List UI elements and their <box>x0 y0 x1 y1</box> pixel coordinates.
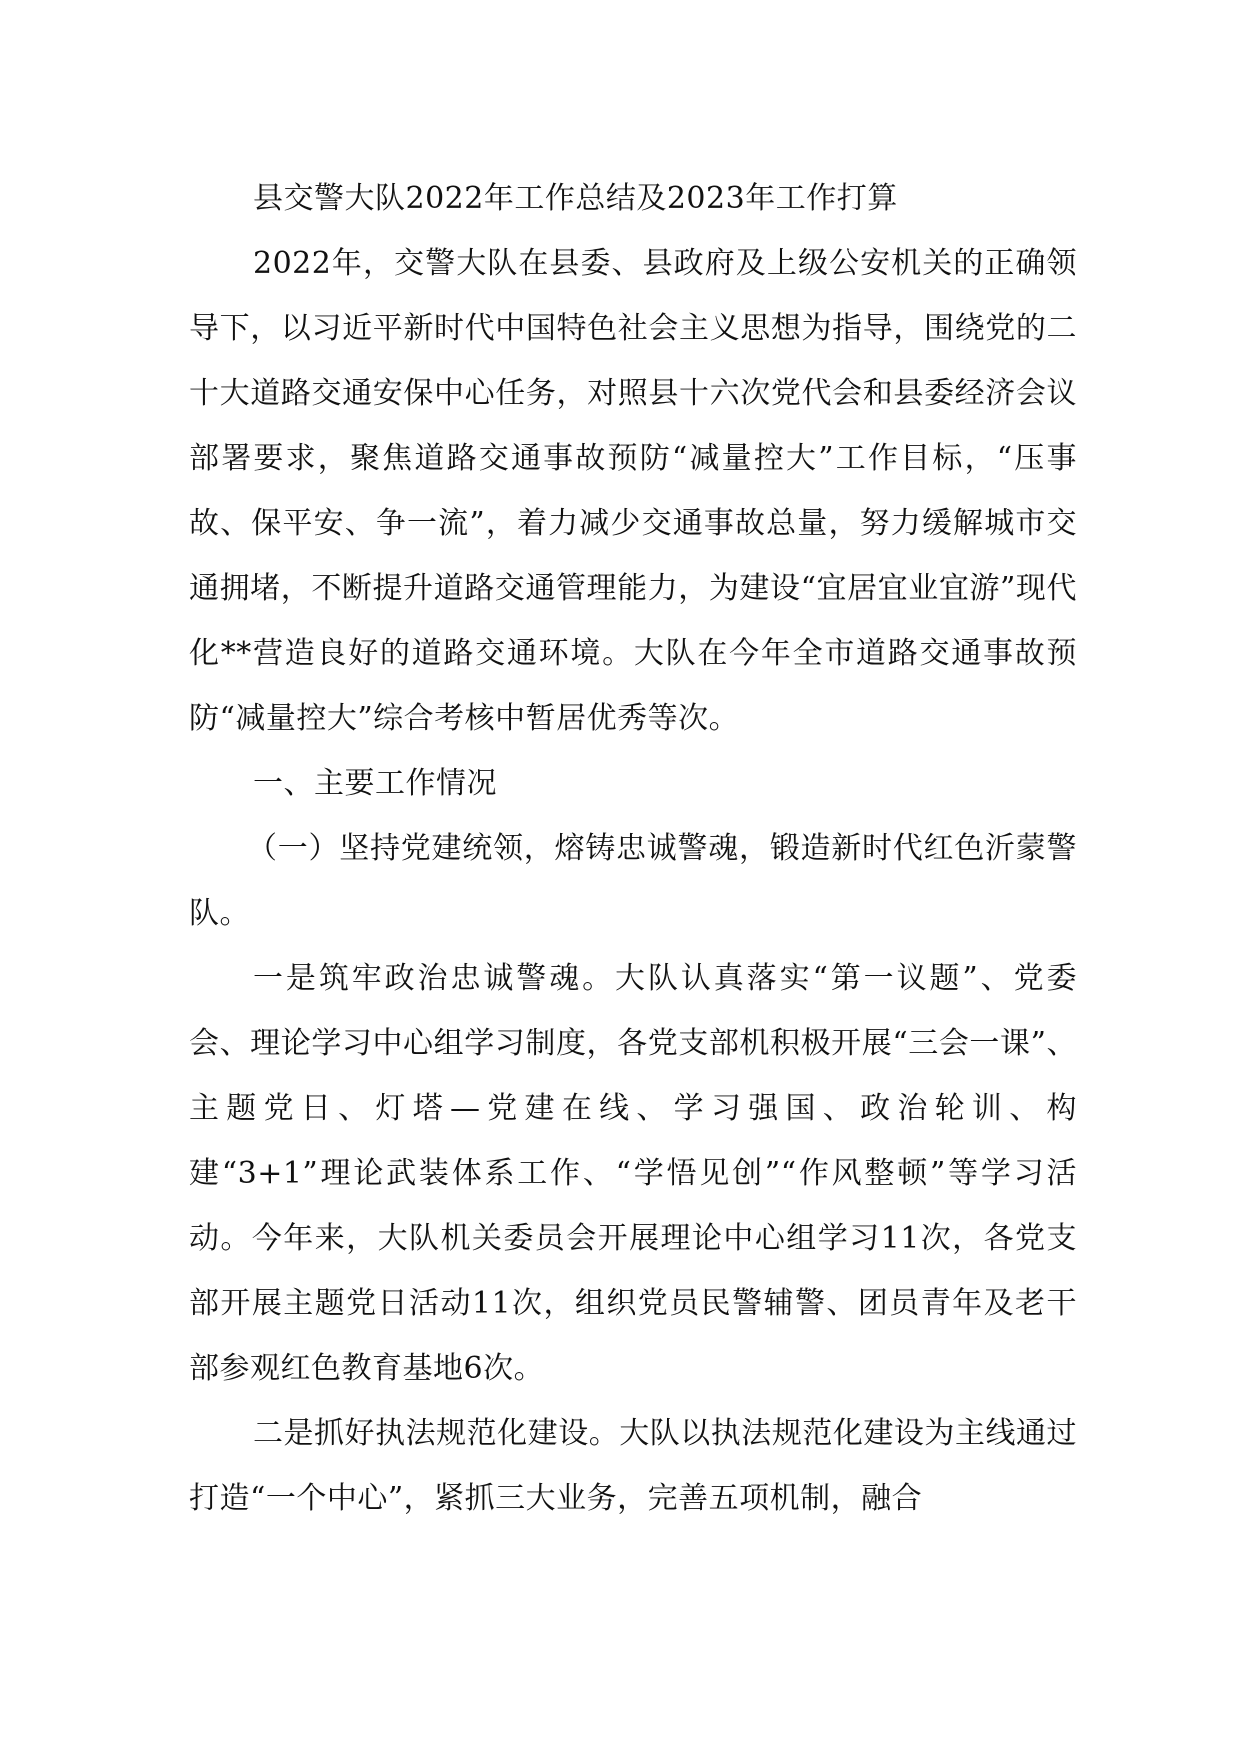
document-body <box>189 166 1077 1531</box>
document-title: 县交警大队2022年工作总结及2023年工作打算 <box>253 181 898 216</box>
intro-paragraph: 2022年，交警大队在县委、县政府及上级公安机关的正确领导下，以习近平新时代中国特色社会主义思想为指导，围绕党的二十大道路交通安保中心任务，对照县十六次党代会和县委经济会议部署要求，聚焦道路交通事故预防“减量控大”工作目标，“压事故、保平安、争一流”，着力减少交通事故总量，努力缓解城市交通拥堵，不断提升道路交通管理能力，为建设“宜居宜业宜游”现代化**营造良好的道路交通环境。大队在今年全市道路交通事故预防“减量控大”综合考核中暂居优秀等次。 <box>189 246 1077 736</box>
subsection-heading-party-building: （一）坚持党建统领，熔铸忠诚警魂，锻造新时代红色沂蒙警队。 <box>189 831 1077 931</box>
section-heading-main-work: 一、主要工作情况 <box>253 766 497 801</box>
paragraph-political-loyalty: 一是筑牢政治忠诚警魂。大队认真落实“第一议题”、党委会、理论学习中心组学习制度，各党支部机积极开展“三会一课”、主题党日、灯塔—党建在线、学习强国、政治轮训、构建“3+1”理论武装体系工作、“学悟见创”“作风整顿”等学习活动。今年来，大队机关委员会开展理论中心组学习11次，各党支部开展主题党日活动11次，组织党员民警辅警、团员青年及老干部参观红色教育基地6次。 <box>189 961 1077 1386</box>
paragraph-law-enforcement: 二是抓好执法规范化建设。大队以执法规范化建设为主线通过打造“一个中心”，紧抓三大业务，完善五项机制，融合 <box>189 1416 1077 1516</box>
